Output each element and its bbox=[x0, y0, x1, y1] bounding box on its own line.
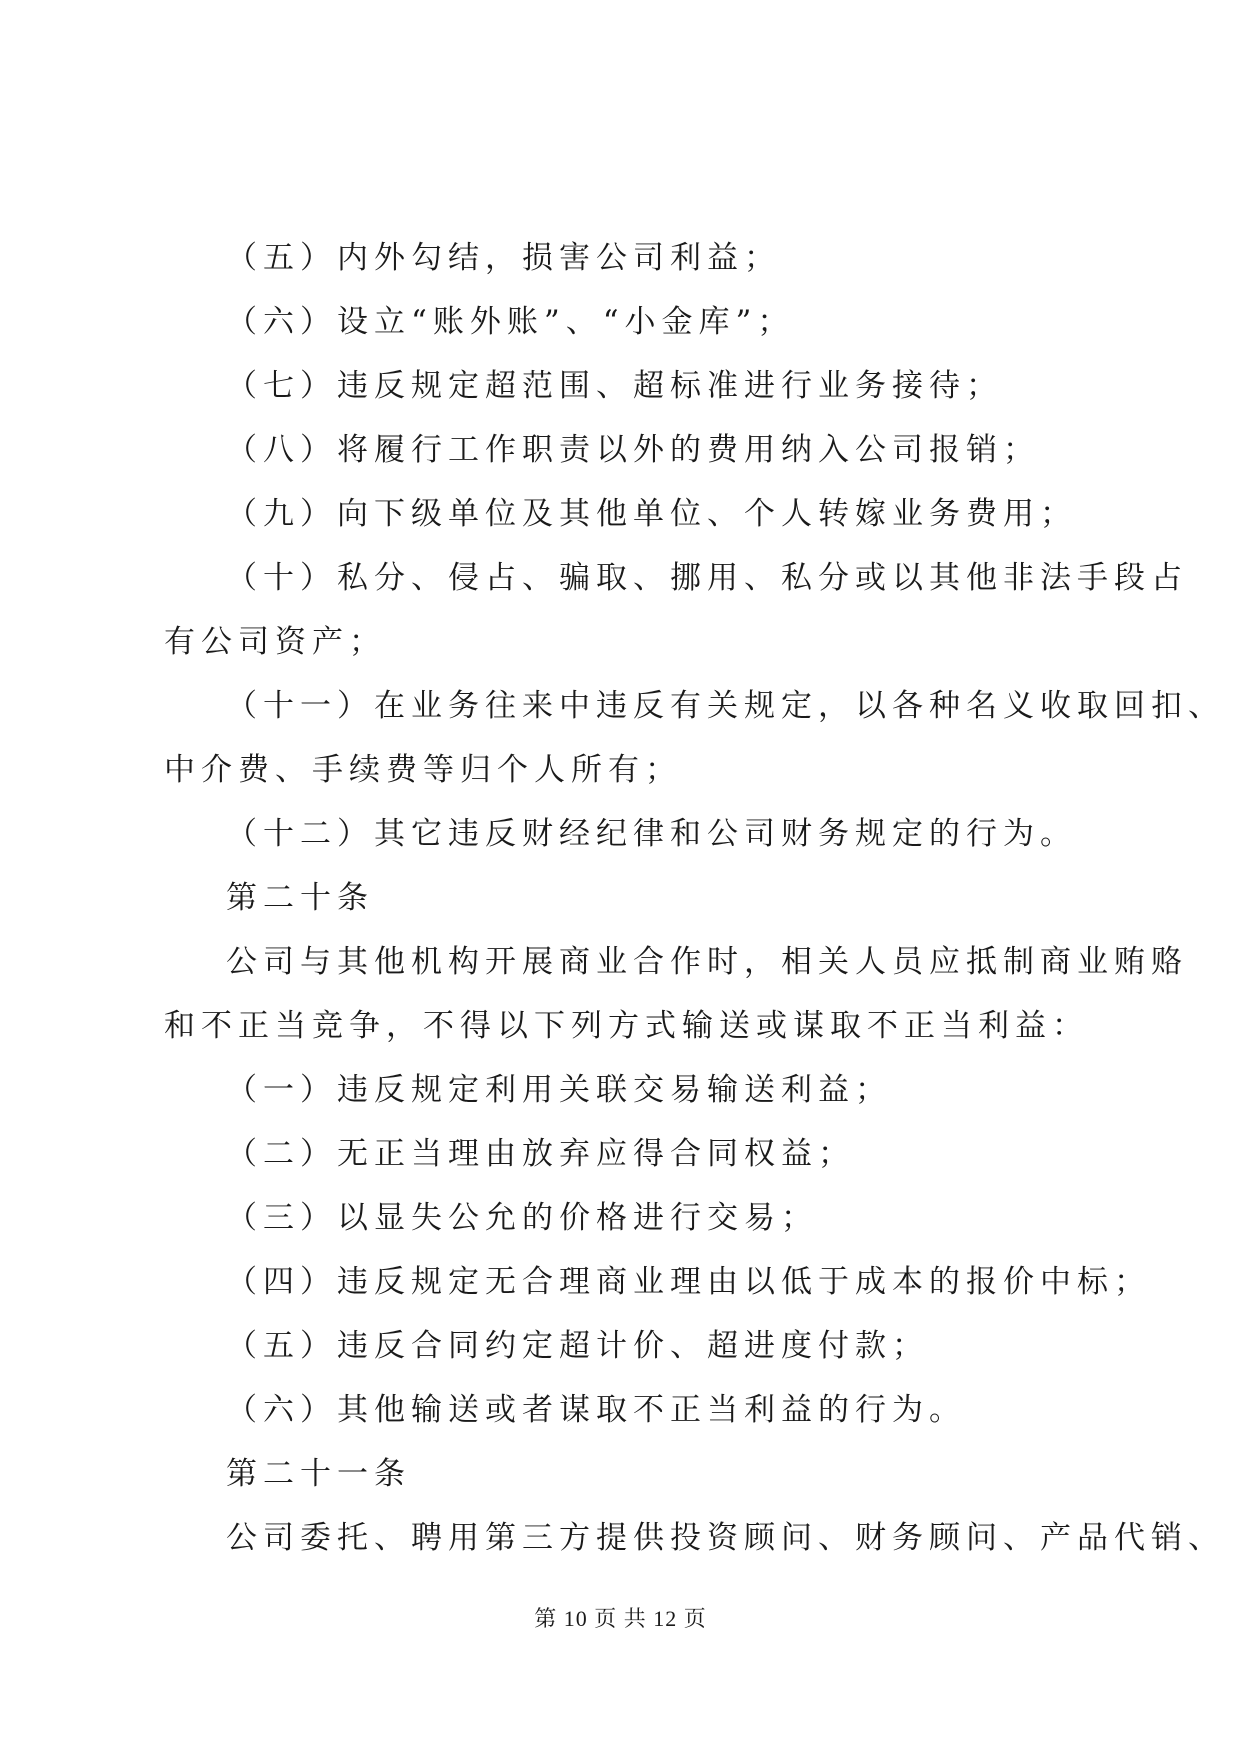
paragraph-line: （三）以显失公允的价格进行交易； bbox=[226, 1200, 818, 1236]
article-heading: 第二十条 bbox=[226, 880, 374, 916]
paragraph-line: （七）违反规定超范围、超标准进行业务接待； bbox=[226, 368, 1003, 404]
paragraph-line: 公司与其他机构开展商业合作时，相关人员应抵制商业贿赂 bbox=[226, 944, 1188, 980]
paragraph-line-continuation: 中介费、手续费等归个人所有； bbox=[164, 752, 682, 788]
paragraph-line-continuation: 有公司资产； bbox=[164, 624, 386, 660]
paragraph-line: （五）违反合同约定超计价、超进度付款； bbox=[226, 1328, 929, 1364]
paragraph-line: （九）向下级单位及其他单位、个人转嫁业务费用； bbox=[226, 496, 1077, 532]
paragraph-line: （五）内外勾结，损害公司利益； bbox=[226, 240, 781, 276]
paragraph-line-continuation: 和不正当竞争，不得以下列方式输送或谋取不正当利益： bbox=[164, 1008, 1089, 1044]
paragraph-line: （六）其他输送或者谋取不正当利益的行为。 bbox=[226, 1392, 966, 1428]
document-body bbox=[164, 226, 1225, 1570]
paragraph-line: （一）违反规定利用关联交易输送利益； bbox=[226, 1072, 892, 1108]
paragraph-line: （二）无正当理由放弃应得合同权益； bbox=[226, 1136, 855, 1172]
paragraph-line: （六）设立“账外账”、“小金库”； bbox=[226, 304, 795, 340]
paragraph-line: （十二）其它违反财经纪律和公司财务规定的行为。 bbox=[226, 816, 1077, 852]
page-number-footer: 第 10 页 共 12 页 bbox=[534, 1606, 707, 1631]
paragraph-line: （十）私分、侵占、骗取、挪用、私分或以其他非法手段占 bbox=[226, 560, 1188, 596]
paragraph-line: 公司委托、聘用第三方提供投资顾问、财务顾问、产品代销、 bbox=[226, 1520, 1225, 1556]
paragraph-line: （四）违反规定无合理商业理由以低于成本的报价中标； bbox=[226, 1264, 1151, 1300]
article-heading: 第二十一条 bbox=[226, 1456, 411, 1492]
paragraph-line: （十一）在业务往来中违反有关规定，以各种名义收取回扣、 bbox=[226, 688, 1225, 724]
paragraph-line: （八）将履行工作职责以外的费用纳入公司报销； bbox=[226, 432, 1040, 468]
